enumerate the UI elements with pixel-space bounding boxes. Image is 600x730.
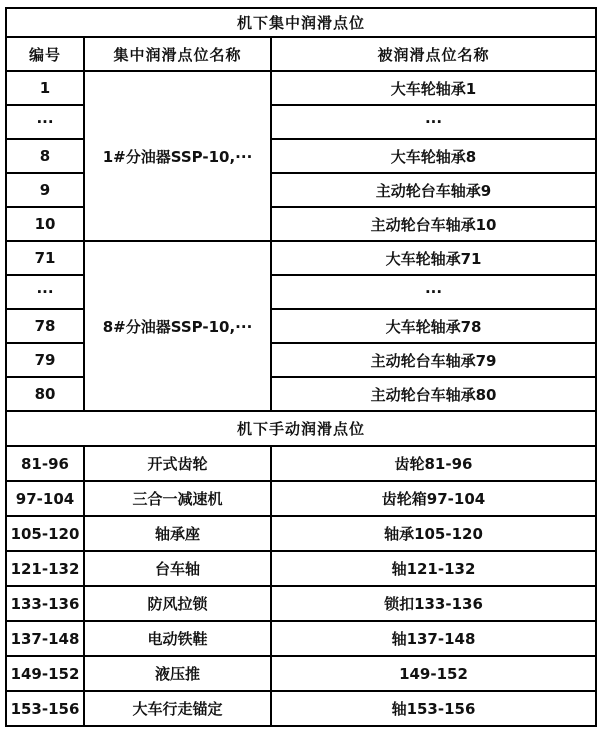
table-row bbox=[6, 241, 596, 275]
target-cell: ··· bbox=[271, 105, 596, 139]
table-row bbox=[6, 621, 596, 656]
point-name-cell: 三合一减速机 bbox=[84, 481, 271, 516]
manual-section-title: 机下手动润滑点位 bbox=[6, 411, 596, 446]
point-name-cell: 电动铁鞋 bbox=[84, 621, 271, 656]
row-id-cell: 8 bbox=[6, 139, 84, 173]
table-row bbox=[6, 71, 596, 105]
column-header-row bbox=[6, 37, 596, 71]
row-id-cell: 79 bbox=[6, 343, 84, 377]
target-cell: ··· bbox=[271, 275, 596, 309]
row-id-cell: 71 bbox=[6, 241, 84, 275]
header-centralized-point-name: 集中润滑点位名称 bbox=[84, 37, 271, 71]
row-id-cell: ··· bbox=[6, 275, 84, 309]
target-cell: 轴137-148 bbox=[271, 621, 596, 656]
point-name-cell: 大车行走锚定 bbox=[84, 691, 271, 726]
target-cell: 大车轮轴承8 bbox=[271, 139, 596, 173]
point-name-cell: 液压推 bbox=[84, 656, 271, 691]
target-cell: 149-152 bbox=[271, 656, 596, 691]
table-row bbox=[6, 691, 596, 726]
point-name-cell: 台车轴 bbox=[84, 551, 271, 586]
point-name-cell: 开式齿轮 bbox=[84, 446, 271, 481]
target-cell: 大车轮轴承1 bbox=[271, 71, 596, 105]
row-id-cell: 9 bbox=[6, 173, 84, 207]
row-id-cell: 97-104 bbox=[6, 481, 84, 516]
row-id-cell: 105-120 bbox=[6, 516, 84, 551]
row-id-cell: 81-96 bbox=[6, 446, 84, 481]
header-lubricated-point-name: 被润滑点位名称 bbox=[271, 37, 596, 71]
target-cell: 轴153-156 bbox=[271, 691, 596, 726]
point-name-cell: 防风拉锁 bbox=[84, 586, 271, 621]
row-id-cell: 121-132 bbox=[6, 551, 84, 586]
table-row bbox=[6, 656, 596, 691]
point-name-cell: 轴承座 bbox=[84, 516, 271, 551]
target-cell: 轴121-132 bbox=[271, 551, 596, 586]
manual-title-row bbox=[6, 411, 596, 446]
row-id-cell: ··· bbox=[6, 105, 84, 139]
target-cell: 主动轮台车轴承79 bbox=[271, 343, 596, 377]
row-id-cell: 149-152 bbox=[6, 656, 84, 691]
table-row bbox=[6, 446, 596, 481]
oil-distributor-8-cell: 8#分油器SSP-10,··· bbox=[84, 241, 271, 411]
row-id-cell: 1 bbox=[6, 71, 84, 105]
table-row bbox=[6, 551, 596, 586]
row-id-cell: 137-148 bbox=[6, 621, 84, 656]
row-id-cell: 80 bbox=[6, 377, 84, 411]
target-cell: 齿轮箱97-104 bbox=[271, 481, 596, 516]
centralized-title-row bbox=[6, 8, 596, 37]
target-cell: 大车轮轴承71 bbox=[271, 241, 596, 275]
target-cell: 主动轮台车轴承9 bbox=[271, 173, 596, 207]
row-id-cell: 133-136 bbox=[6, 586, 84, 621]
table-row bbox=[6, 516, 596, 551]
row-id-cell: 153-156 bbox=[6, 691, 84, 726]
target-cell: 主动轮台车轴承80 bbox=[271, 377, 596, 411]
target-cell: 锁扣133-136 bbox=[271, 586, 596, 621]
header-id: 编号 bbox=[6, 37, 84, 71]
row-id-cell: 78 bbox=[6, 309, 84, 343]
oil-distributor-1-cell: 1#分油器SSP-10,··· bbox=[84, 71, 271, 241]
target-cell: 轴承105-120 bbox=[271, 516, 596, 551]
lubrication-points-table bbox=[5, 7, 597, 727]
target-cell: 齿轮81-96 bbox=[271, 446, 596, 481]
row-id-cell: 10 bbox=[6, 207, 84, 241]
table-row bbox=[6, 481, 596, 516]
centralized-section-title: 机下集中润滑点位 bbox=[6, 8, 596, 37]
target-cell: 大车轮轴承78 bbox=[271, 309, 596, 343]
target-cell: 主动轮台车轴承10 bbox=[271, 207, 596, 241]
table-row bbox=[6, 586, 596, 621]
